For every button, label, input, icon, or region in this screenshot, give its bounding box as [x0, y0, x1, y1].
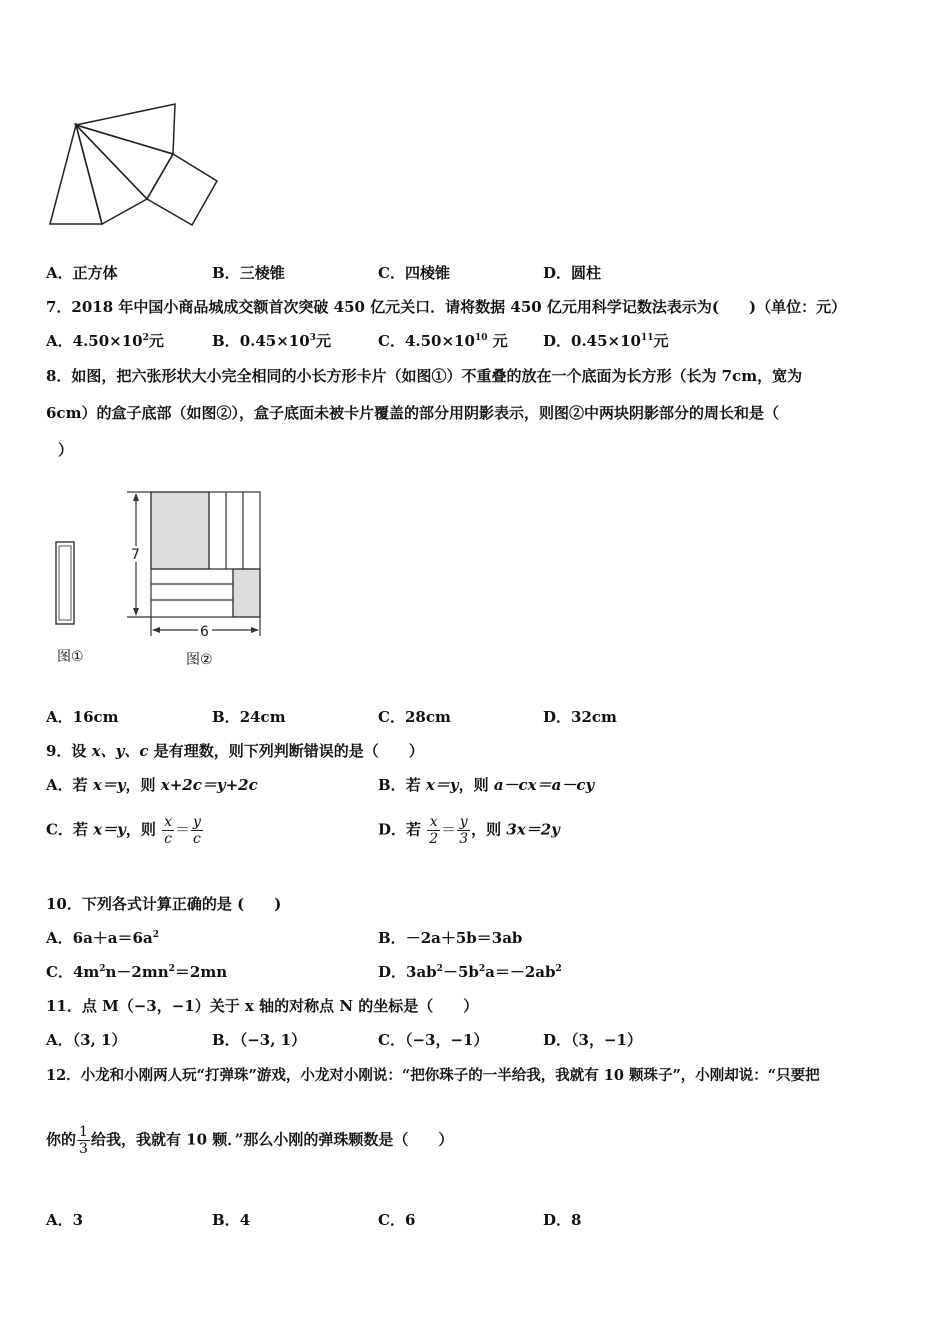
q8-option-c: C．28cm: [378, 708, 451, 726]
q9-option-c: C．若 x＝y，则 $\frac{x}{c}$ ＝ $\frac{y}{c}$: [46, 814, 201, 847]
q8-option-d: D．32cm: [543, 708, 617, 726]
pyramid-net-figure: [40, 96, 230, 236]
q12-option-b: B．4: [212, 1211, 251, 1229]
q12-stem-line1: 12．小龙和小刚两人玩“打弹珠”游戏，小龙对小刚说：“把你珠子的一半给我，我就有 10 颗珠子”，小刚却说：“只要把: [46, 1067, 820, 1084]
q8-figure2-label: 图②: [186, 652, 213, 668]
q12-one-third-fraction: $\frac{1}{3}$: [79, 1124, 88, 1157]
q7-option-d: D．$0.45\times 10^{11}$元: [543, 332, 669, 350]
q11-stem: 11．点 M（−3，−1）关于 x 轴的对称点 N 的坐标是（ ）: [46, 997, 479, 1015]
q9-option-d: D．若 $\frac{x}{2}$ ＝ $\frac{y}{3}$ ，则 3x＝2y: [378, 814, 560, 847]
q9-d-fraction-left: $\frac{x}{2}$: [429, 814, 439, 847]
q8-stem-line3: ）: [58, 441, 74, 459]
q6-option-d: D．圆柱: [543, 264, 602, 282]
q9-stem: 9．设 x、y、c 是有理数，则下列判断错误的是（ ）: [46, 742, 424, 760]
q10-stem: 10．下列各式计算正确的是 ( ): [46, 895, 282, 913]
q11-option-b: B．（−3, 1）: [212, 1031, 307, 1049]
net-triangle-left: [50, 125, 102, 224]
q12-stem-line2: 你的 $\frac{1}{3}$ 给我，我就有 10 颗．”那么小刚的弹珠颗数是（ ）: [46, 1124, 454, 1157]
q11-option-c: C．（−3，−1）: [378, 1031, 489, 1049]
q8-option-b: B．24cm: [212, 708, 286, 726]
net-triangle-lower: [76, 125, 147, 224]
q11-option-a: A．（3, 1）: [46, 1031, 127, 1049]
q9-d-fraction-right: $\frac{y}{3}$: [459, 814, 469, 847]
q8-stem-line1: 8．如图，把六张形状大小完全相同的小长方形卡片（如图①）不重叠的放在一个底面为长方形（长为 7cm，宽为: [46, 367, 803, 385]
q9-c-fraction-right: $\frac{y}{c}$: [193, 814, 201, 847]
q6-option-a: A．正方体: [46, 264, 118, 282]
q11-option-d: D．（3，−1）: [543, 1031, 642, 1049]
q8-option-a: A．16cm: [46, 708, 119, 726]
dimension-width-label: 6: [200, 624, 209, 640]
q7-option-c: C．$4.50\times 10^{10}$ 元: [378, 332, 508, 350]
q10-option-d: D．$3ab^2-5b^2a=-2ab^2$: [378, 963, 562, 981]
q9-option-a: A．若 x＝y，则 x+2c＝y+2c: [46, 776, 258, 794]
q10-option-a: A．$6a+a=6a^2$: [46, 929, 159, 947]
q10-option-c: C．$4m^2n-2mn^2=2mn$: [46, 963, 228, 981]
q12-option-d: D．8: [543, 1211, 582, 1229]
q7-option-a: A．$4.50\times 10^2$元: [46, 332, 164, 350]
q7-stem: 7．2018 年中国小商品城成交额首次突破 450 亿元关口．请将数据 450 亿元用科学记数法表示为( )（单位：元）: [46, 298, 847, 316]
q12-option-c: C．6: [378, 1211, 416, 1229]
q7-option-b: B．$0.45\times 10^3$元: [212, 332, 331, 350]
net-square-base: [147, 154, 217, 225]
q9-c-fraction-left: $\frac{x}{c}$: [164, 814, 172, 847]
net-triangle-middle: [76, 125, 173, 199]
q8-stem-line2: 6cm）的盒子底部（如图②），盒子底面未被卡片覆盖的部分用阴影表示，则图②中两块阴影部分的周长和是（: [46, 404, 779, 422]
shaded-region-top-left: [151, 492, 209, 569]
q10-option-b: B．－2a＋5b＝3ab: [378, 929, 523, 947]
q6-option-c: C．四棱锥: [378, 264, 450, 282]
shaded-region-bottom-right: [233, 569, 260, 617]
dimension-height-label: 7: [131, 547, 140, 563]
q6-option-b: B．三棱锥: [212, 264, 285, 282]
q8-figure1-card: [54, 540, 78, 628]
q8-figure1-label: 图①: [57, 649, 84, 665]
q12-option-a: A．3: [46, 1211, 84, 1229]
q9-option-b: B．若 x＝y，则 a－cx＝a－cy: [378, 776, 595, 794]
q8-figure2-box: [122, 484, 268, 644]
